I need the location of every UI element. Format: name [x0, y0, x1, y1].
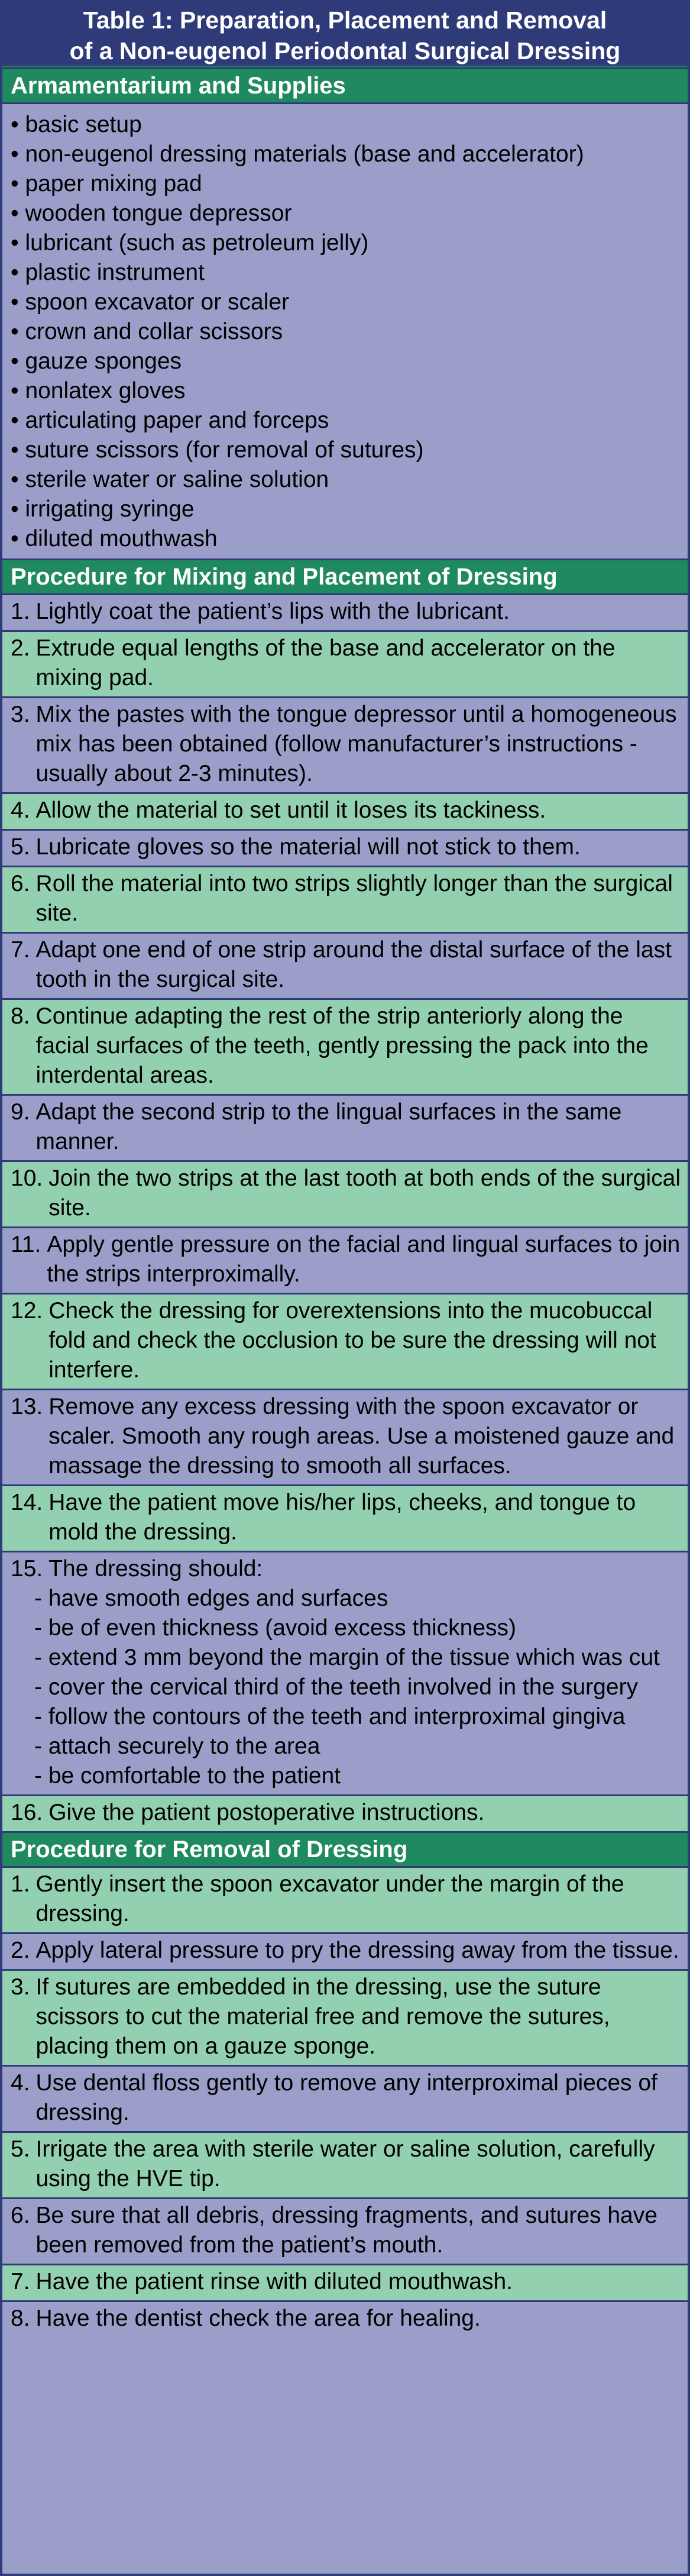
- step-text: Have the patient rinse with diluted mouthwash.: [35, 2269, 513, 2294]
- step-text: Join the two strips at the last tooth at both ends of the surgical site.: [48, 1166, 681, 1221]
- step-text: Check the dressing for overextensions into the mucobuccal fold and check the occlusion to be sure the dressing will not interfere.: [48, 1298, 656, 1383]
- step-text: Roll the material into two strips slightly longer than the surgical site.: [35, 871, 673, 926]
- step-text: Lightly coat the patient’s lips with the lubricant.: [35, 599, 510, 624]
- step-row: [2, 1868, 688, 1932]
- step-number: 7.: [11, 2269, 30, 2294]
- step-text: Use dental floss gently to remove any interproximal pieces of dressing.: [35, 2070, 657, 2125]
- step-number: 7.: [11, 937, 30, 963]
- step-row: [2, 2197, 688, 2264]
- supply-item: • plastic instrument: [11, 260, 205, 285]
- step-text: Irrigate the area with sterile water or saline solution, carefully using the HVE tip.: [35, 2136, 655, 2191]
- step-row: [2, 792, 688, 829]
- step-row: [2, 1932, 688, 1969]
- step-text: Gently insert the spoon excavator under the margin of the dressing.: [35, 1871, 624, 1926]
- supplies-list: [2, 104, 688, 559]
- step-text: Apply gentle pressure on the facial and lingual surfaces to join the strips interproximally.: [47, 1232, 681, 1287]
- supply-item: • basic setup: [11, 112, 142, 137]
- supply-item: • gauze sponges: [11, 348, 182, 374]
- step-row: [2, 1293, 688, 1389]
- step-text: Be sure that all debris, dressing fragments, and sutures have been removed from the patient’s mouth.: [35, 2203, 657, 2258]
- removal-heading: Procedure for Removal of Dressing: [2, 1831, 688, 1868]
- step-number: 4.: [11, 2070, 30, 2096]
- supply-item: • non-eugenol dressing materials (base and accelerator): [11, 141, 584, 167]
- step-sub-item: - follow the contours of the teeth and interproximal gingiva: [34, 1704, 626, 1729]
- step-number: 1.: [11, 599, 30, 624]
- step-row: [2, 2300, 688, 2337]
- supply-item: • sterile water or saline solution: [11, 467, 329, 492]
- mixing-steps: [2, 595, 688, 1831]
- step-number: 5.: [11, 2136, 30, 2162]
- step-row: [2, 1094, 688, 1160]
- step-number: 8.: [11, 1003, 30, 1029]
- step-row: [2, 2065, 688, 2131]
- step-text: If sutures are embedded in the dressing, use the suture scissors to cut the material free and remove the sutures, placing them on a gauze sponge.: [35, 1974, 610, 2059]
- step-text: Remove any excess dressing with the spoon excavator or scaler. Smooth any rough areas. Use a moistened gauze and massage the dressing to smooth all surfaces.: [48, 1394, 675, 1479]
- supply-item: • irrigating syringe: [11, 496, 195, 522]
- step-sub-item: - cover the cervical third of the teeth involved in the surgery: [34, 1674, 639, 1700]
- step-row: [2, 696, 688, 792]
- step-text: Have the patient move his/her lips, cheeks, and tongue to mold the dressing.: [48, 1490, 636, 1545]
- supplies-heading: Armamentarium and Supplies: [2, 67, 688, 104]
- table-title-line-2: of a Non-eugenol Periodontal Surgical Dressing: [69, 37, 621, 64]
- step-row: [2, 630, 688, 696]
- step-row: [2, 1484, 688, 1551]
- step-number: 2.: [11, 635, 30, 661]
- supply-item: • paper mixing pad: [11, 171, 202, 196]
- step-text: Have the dentist check the area for healing.: [35, 2306, 481, 2331]
- step-number: 5.: [11, 834, 30, 860]
- supply-item: • suture scissors (for removal of sutures): [11, 437, 424, 463]
- step-text: Continue adapting the rest of the strip anteriorly along the facial surfaces of the teeth, gently pressing the pack into the interdental areas.: [35, 1003, 649, 1088]
- step-number: 13.: [11, 1394, 43, 1419]
- supply-item: • diluted mouthwash: [11, 526, 218, 551]
- step-text: Apply lateral pressure to pry the dressing away from the tissue.: [35, 1938, 679, 1963]
- step-text: Lubricate gloves so the material will not stick to them.: [35, 834, 581, 860]
- step-row: [2, 1969, 688, 2065]
- step-sub-item: - have smooth edges and surfaces: [34, 1586, 388, 1611]
- step-text: Adapt the second strip to the lingual surfaces in the same manner.: [35, 1099, 622, 1154]
- step-sub-item: - be comfortable to the patient: [34, 1763, 341, 1789]
- step-number: 10.: [11, 1166, 43, 1191]
- step-number: 16.: [11, 1800, 43, 1825]
- step-text: The dressing should:: [48, 1556, 263, 1581]
- supply-item: • spoon excavator or scaler: [11, 289, 290, 315]
- step-number: 2.: [11, 1938, 30, 1963]
- table-title: [2, 2, 688, 67]
- step-row: [2, 595, 688, 630]
- step-number: 9.: [11, 1099, 30, 1125]
- step-number: 6.: [11, 2203, 30, 2228]
- step-row: [2, 866, 688, 932]
- mixing-heading: Procedure for Mixing and Placement of Dressing: [2, 559, 688, 595]
- supply-item: • crown and collar scissors: [11, 319, 283, 344]
- step-sub-list: [11, 1584, 681, 1791]
- step-text: Give the patient postoperative instructions.: [48, 1800, 485, 1825]
- step-number: 3.: [11, 702, 30, 727]
- step-sub-item: - extend 3 mm beyond the margin of the tissue which was cut: [34, 1645, 660, 1670]
- table-title-line-1: Table 1: Preparation, Placement and Removal: [83, 7, 607, 34]
- step-row: [2, 2264, 688, 2300]
- supply-item: • lubricant (such as petroleum jelly): [11, 230, 369, 256]
- step-number: 1.: [11, 1871, 30, 1897]
- step-row: [2, 1794, 688, 1831]
- step-row: [2, 1389, 688, 1484]
- step-number: 4.: [11, 798, 30, 823]
- step-number: 14.: [11, 1490, 43, 1515]
- step-row: [2, 1160, 688, 1226]
- step-number: 6.: [11, 871, 30, 896]
- supply-item: • nonlatex gloves: [11, 378, 186, 403]
- step-number: 11.: [11, 1232, 41, 1257]
- step-number: 3.: [11, 1974, 30, 2000]
- step-text: Allow the material to set until it loses its tackiness.: [35, 798, 546, 823]
- step-number: 15.: [11, 1556, 43, 1581]
- step-number: 12.: [11, 1298, 43, 1323]
- step-sub-item: - attach securely to the area: [34, 1734, 320, 1759]
- step-row: [2, 1551, 688, 1794]
- step-row: [2, 829, 688, 866]
- step-number: 8.: [11, 2306, 30, 2331]
- removal-steps: [2, 1868, 688, 2337]
- step-sub-item: - be of even thickness (avoid excess thickness): [34, 1615, 517, 1641]
- step-row: [2, 932, 688, 998]
- step-text: Extrude equal lengths of the base and accelerator on the mixing pad.: [35, 635, 616, 690]
- step-text: Mix the pastes with the tongue depressor until a homogeneous mix has been obtained (follow manufacturer’s instructions - usually about 2-3 minutes).: [35, 702, 677, 786]
- supply-item: • wooden tongue depressor: [11, 201, 292, 226]
- step-row: [2, 998, 688, 1094]
- step-text: Adapt one end of one strip around the distal surface of the last tooth in the surgical site.: [35, 937, 672, 992]
- supply-item: • articulating paper and forceps: [11, 408, 329, 433]
- step-row: [2, 1226, 688, 1293]
- step-row: [2, 2131, 688, 2197]
